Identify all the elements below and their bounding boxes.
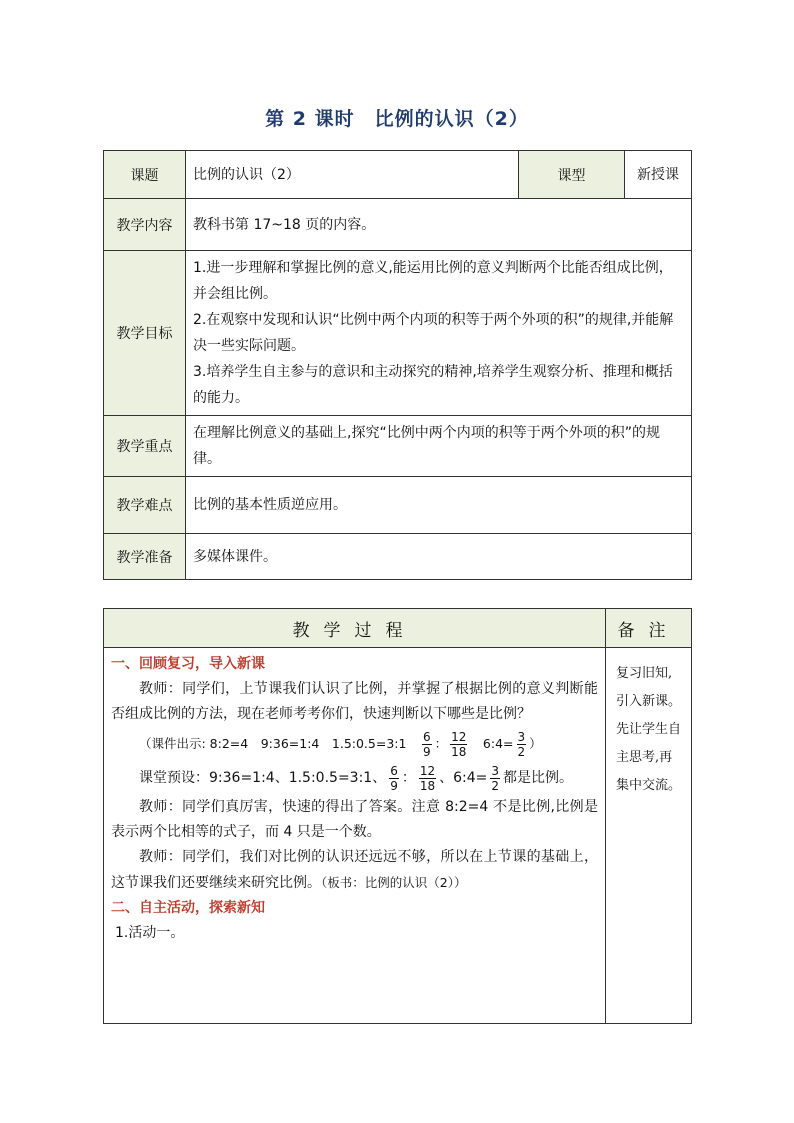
topic-label: 课题	[104, 151, 186, 199]
teacher-paragraph-1: 教师：同学们，上节课我们认识了比例，并掌握了根据比例的意义判断能否组成比例的方法，现在老师考考你们，快速判断以下哪些是比例？	[111, 681, 598, 722]
type-label: 课型	[519, 151, 625, 199]
fraction-6-9: $\frac{6}{9}$	[422, 730, 431, 759]
goal-label: 教学目标	[104, 251, 186, 416]
prep-value: 多媒体课件。	[186, 534, 692, 580]
teacher-paragraph-2: 教师：同学们真厉害，快速的得出了答案。注意 8:2=4 不是比例,比例是表示两个比相等的式子，而 4 只是一个数。	[111, 799, 598, 840]
note-content: 复习旧知,引入新课。先让学生自主思考,再集中交流。	[606, 648, 692, 1024]
fraction-12-18: $\frac{12}{18}$	[419, 763, 436, 793]
note-header: 备注	[606, 609, 692, 648]
fraction-3-2: $\frac{3}{2}$	[517, 730, 526, 759]
preset-line: 课堂预设：9:36=1:4、1.5:0.5=3:1、 $\frac{6}{9}$ ： $\frac{12}{18}$ 、6:4= $\frac{3}{2}$ 都是比例。	[139, 763, 574, 793]
teacher-paragraph-3: 教师：同学们，我们对比例的认识还远远不够，所以在上节课的基础上，这节课我们还要继续来研究比例。（板书：比例的认识（2））	[111, 849, 598, 891]
process-header: 教学过程	[104, 609, 606, 648]
fraction-12-18: $\frac{12}{18}$	[451, 730, 467, 759]
topic-value: 比例的认识（2）	[186, 151, 519, 199]
activity-1: 1.活动一。	[115, 925, 185, 941]
section-heading-2: 二、自主活动，探索新知	[111, 900, 265, 916]
process-content	[104, 648, 606, 1024]
section-heading-1: 一、回顾复习，导入新课	[111, 656, 265, 672]
difficulty-label: 教学难点	[104, 477, 186, 534]
goal-item: 1.进一步理解和掌握比例的意义,能运用比例的意义判断两个比能否组成比例，并会组比例。	[193, 260, 673, 302]
goal-list	[186, 251, 692, 416]
courseware-line: （课件出示: 8:2=4 9:36=1:4 1.5:0.5=3:1 $\frac{6}{9}$ ： $\frac{12}{18}$ 6:4= $\frac{3}{2}$ ）	[139, 730, 542, 759]
fraction-6-9: $\frac{6}{9}$	[390, 763, 398, 793]
content-value: 教科书第 17~18 页的内容。	[186, 199, 692, 251]
content-label: 教学内容	[104, 199, 186, 251]
difficulty-value: 比例的基本性质逆应用。	[186, 477, 692, 534]
goal-item: 2.在观察中发现和认识“比例中两个内项的积等于两个外项的积”的规律,并能解决一些实际问题。	[193, 312, 674, 354]
key-point-label: 教学重点	[104, 416, 186, 477]
fraction-3-2: $\frac{3}{2}$	[491, 763, 500, 793]
prep-label: 教学准备	[104, 534, 186, 580]
teaching-process-table	[103, 608, 692, 1024]
lesson-info-table	[103, 150, 692, 580]
goal-item: 3.培养学生自主参与的意识和主动探究的精神,培养学生观察分析、推理和概括的能力。	[193, 364, 673, 406]
type-value: 新授课	[625, 151, 692, 199]
key-point-value: 在理解比例意义的基础上,探究“比例中两个内项的积等于两个外项的积”的规律。	[186, 416, 692, 477]
page-title: 第 2 课时 比例的认识（2）	[265, 108, 529, 130]
